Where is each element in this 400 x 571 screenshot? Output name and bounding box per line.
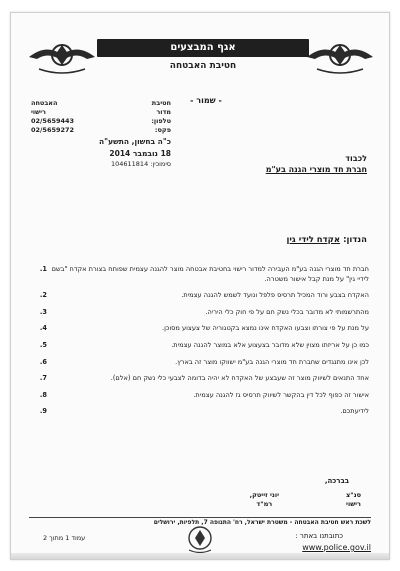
item-number: 6. xyxy=(39,357,47,366)
sender-label: מדור xyxy=(156,108,171,116)
letter-body xyxy=(33,265,373,424)
item-number: 7. xyxy=(39,374,47,383)
list-item xyxy=(33,391,373,401)
footer-divider xyxy=(29,517,371,518)
recipient-org: חברת חד מוצרי הגנה בע"מ xyxy=(265,165,367,174)
list-item xyxy=(33,308,373,318)
item-number: 9. xyxy=(39,407,47,416)
recipient-label: לכבוד xyxy=(345,154,367,163)
phone-number: 02/5659443 xyxy=(31,117,75,125)
item-text: על מנת על פי צורתו וצבעו האקדח אינו נמצא בקטגוריה של צעצוע מסוכן. xyxy=(161,324,369,333)
item-number: 8. xyxy=(39,390,47,399)
item-text: כמו כן על אריזתו מצוין שלא מדובר בצעצוע אלא במוצר להגנה עצמית. xyxy=(171,340,369,349)
item-text: מהתרשמותי לא מדובר בכלי נשק חם על פי חוק כלי היריה. xyxy=(205,307,369,316)
phone-label: טלפון: xyxy=(151,117,171,125)
sender-value: רישוי xyxy=(31,108,46,116)
page-number: עמוד 1 מתוך 2 xyxy=(43,534,86,542)
list-item xyxy=(33,358,373,368)
operations-emblem-icon xyxy=(305,33,375,79)
letter-page xyxy=(10,12,390,560)
item-number: 3. xyxy=(39,307,47,316)
item-text: אחד התנאים לשיווק מוצר זה שעבצע של האקדח לא יהיה בדומה לצבעי כלי נשק חם (אלם). xyxy=(110,374,369,383)
page-edge xyxy=(11,553,389,559)
footer-address: לשכת ראש חטיבת האבטחה - משטרת ישראל, רח' התנופה 7, תלפיות, ירושלים xyxy=(153,519,371,526)
list-item xyxy=(33,291,373,301)
item-number: 2. xyxy=(39,291,47,300)
signer-title: רמ"ד xyxy=(256,500,273,508)
sender-details xyxy=(31,99,171,169)
item-number: 4. xyxy=(39,324,47,333)
subject-label: הנדון: xyxy=(343,235,367,245)
sender-label: חטיבת xyxy=(151,99,171,107)
signer-name: יוני זייטק, xyxy=(249,491,279,499)
list-item xyxy=(33,324,373,334)
hebrew-date: כ"ה בחשון, התשע"ה xyxy=(99,137,171,146)
operations-emblem-icon xyxy=(27,33,97,79)
subject-line xyxy=(147,235,367,245)
list-item xyxy=(33,341,373,351)
department-banner: אגף המבצעים xyxy=(97,39,309,57)
recipient-block xyxy=(167,153,367,175)
sender-value: האבטחה xyxy=(31,99,58,107)
item-text: האקדח בצבע ורוד המכיל תרסיס פלפל ונועד לשמש להגנה עצמית. xyxy=(181,291,369,300)
item-text: לידיעתכם. xyxy=(340,407,369,416)
gregorian-date: 18 נובמבר 2014 xyxy=(109,149,171,158)
fax-number: 02/5659272 xyxy=(31,126,75,134)
fax-label: פקס: xyxy=(154,126,171,134)
list-item xyxy=(33,374,373,384)
reference-number: סימוכין: 104611814 xyxy=(110,160,171,168)
classification-label: - שמור - xyxy=(190,96,222,105)
signer-unit: רישוי xyxy=(346,500,361,508)
website-label: כתובתנו באתר : xyxy=(295,532,343,540)
website-link[interactable]: www.police.gov.il xyxy=(302,543,371,552)
police-stamp-icon xyxy=(183,525,217,555)
signer-name-block xyxy=(250,491,279,509)
item-text: חברת חד מוצרי הגנה בע"מ העבירה למדור רישוי בחטיבת אבטחה מוצר להגנה עצמית שפותח בצורת אקדח "בשם לידיי גין" על מנת קבל אישור משטרה. xyxy=(51,265,369,283)
item-text: אישור זה כפוף לכל דין בהקשר לשיווק תרסיס גז להגנה עצמית. xyxy=(193,390,369,399)
subject-topic: אקדח לידי גין xyxy=(286,235,341,245)
item-number: 1. xyxy=(39,265,47,273)
item-number: 5. xyxy=(39,340,47,349)
division-title: חטיבת האבטחה xyxy=(169,61,237,71)
list-item xyxy=(33,265,373,284)
signer-rank-block xyxy=(346,491,361,509)
signer-rank: סנ"צ xyxy=(346,491,361,499)
closing-greeting: בברכה, xyxy=(324,477,349,485)
item-text: לכן אינו מתנגדים שחברת חד מוצרי הגנה בע"מ ישווקו מוצר זה בארץ. xyxy=(175,357,369,366)
list-item xyxy=(33,407,373,417)
